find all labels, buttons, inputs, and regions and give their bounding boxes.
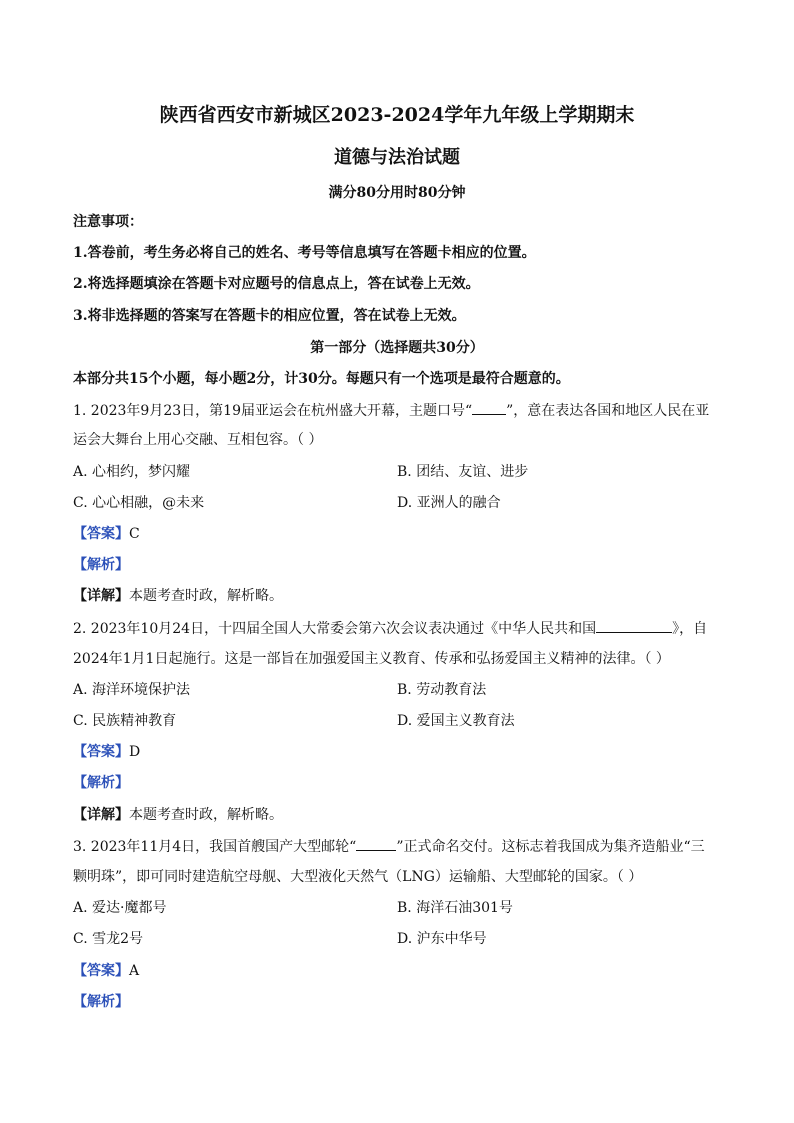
- q1-blank: [472, 400, 506, 415]
- q3-answer: [73, 961, 733, 981]
- q3-stem-line-1: [73, 836, 733, 857]
- q3-stem-b: ”正式命名交付。这标志着我国成为集齐造船业“三: [396, 839, 705, 855]
- q3-option-d: D. 沪东中华号: [397, 931, 487, 947]
- q1-option-a: A. 心相约，梦闪耀: [73, 464, 191, 480]
- exam-meta: 满分80分用时80分钟: [328, 185, 466, 201]
- detail-label: 【详解】: [73, 807, 129, 823]
- q1-option-c: C. 心心相融，@未来: [73, 495, 205, 511]
- q1-detail-text: 本题考查时政，解析略。: [129, 588, 283, 604]
- notice-heading: 注意事项：: [73, 214, 143, 230]
- q1-stem-b: ”，意在表达各国和地区人民在亚: [506, 403, 710, 419]
- q1-option-d: D. 亚洲人的融合: [397, 495, 501, 511]
- q2-option-a: A. 海洋环境保护法: [73, 682, 191, 698]
- q2-option-b: B. 劳动教育法: [397, 682, 487, 698]
- q3-option-b: B. 海洋石油301号: [397, 900, 513, 916]
- q3-analysis: [73, 992, 733, 1012]
- q3-option-a: A. 爱达·魔都号: [73, 900, 167, 916]
- q1-answer-value: C: [129, 526, 140, 542]
- notice-item-3: 3.将非选择题的答案写在答题卡的相应位置，答在试卷上无效。: [73, 308, 466, 324]
- detail-label: 【详解】: [73, 588, 129, 604]
- analysis-label: 【解析】: [73, 557, 129, 573]
- q2-stem-b: 》，自: [672, 621, 708, 637]
- q3-answer-value: A: [129, 963, 140, 979]
- q1-analysis: [73, 555, 733, 575]
- q2-detail: [73, 805, 733, 825]
- q1-stem-line-2: 运会大舞台上用心交融、互相包容。（ ）: [73, 432, 323, 448]
- q2-stem-a: 2. 2023年10月24日，十四届全国人大常委会第六次会议表决通过《中华人民共和国: [73, 621, 597, 637]
- q1-option-b: B. 团结、友谊、进步: [397, 464, 529, 480]
- q2-analysis: [73, 773, 733, 793]
- exam-subject: 道德与法治试题: [334, 147, 460, 168]
- q1-detail: [73, 586, 733, 606]
- answer-label: 【答案】: [73, 526, 129, 542]
- part1-instruction: 本部分共15个小题，每小题2分，计30分。每题只有一个选项是最符合题意的。: [73, 371, 570, 387]
- notice-item-1: 1.答卷前，考生务必将自己的姓名、考号等信息填写在答题卡相应的位置。: [73, 245, 536, 261]
- answer-label: 【答案】: [73, 963, 129, 979]
- q2-answer: [73, 742, 733, 762]
- q3-option-c: C. 雪龙2号: [73, 931, 144, 947]
- q1-stem-line-1: [73, 400, 733, 421]
- q2-detail-text: 本题考查时政，解析略。: [129, 807, 283, 823]
- q2-answer-value: D: [129, 744, 141, 760]
- q2-option-d: D. 爱国主义教育法: [397, 713, 515, 729]
- q2-stem-line-2: 2024年1月1日起施行。这是一部旨在加强爱国主义教育、传承和弘扬爱国主义精神的法律。（ ）: [73, 651, 670, 667]
- analysis-label: 【解析】: [73, 994, 129, 1010]
- notice-item-2: 2.将选择题填涂在答题卡对应题号的信息点上，答在试卷上无效。: [73, 276, 480, 292]
- answer-label: 【答案】: [73, 744, 129, 760]
- analysis-label: 【解析】: [73, 775, 129, 791]
- part1-heading: 第一部分（选择题共30分）: [310, 340, 484, 356]
- q1-stem-a: 1. 2023年9月23日，第19届亚运会在杭州盛大开幕，主题口号“: [73, 403, 473, 419]
- q3-stem-a: 3. 2023年11月4日，我国首艘国产大型邮轮“: [73, 839, 357, 855]
- q2-stem-line-1: [73, 618, 733, 639]
- q1-answer: [73, 524, 733, 544]
- q3-stem-line-2: 颗明珠”，即可同时建造航空母舰、大型液化天然气（LNG）运输船、大型邮轮的国家。（ ）: [73, 869, 643, 885]
- q2-option-c: C. 民族精神教育: [73, 713, 177, 729]
- q3-blank: [356, 836, 396, 851]
- exam-title: 陕西省西安市新城区2023-2024学年九年级上学期期末: [159, 104, 635, 126]
- q2-blank: [596, 618, 672, 633]
